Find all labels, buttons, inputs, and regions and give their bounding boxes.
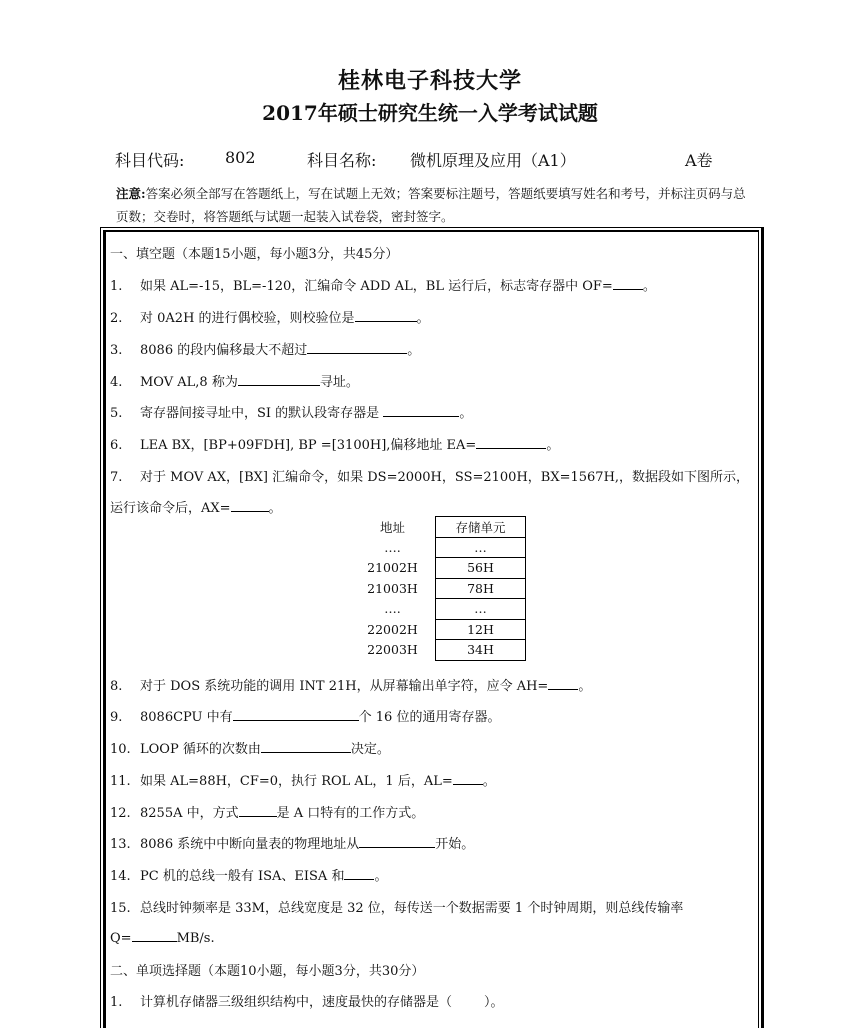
question-3: 3. 8086 的段内偏移最大不超过 。 <box>110 343 421 358</box>
notice-label: 注意: <box>116 186 146 201</box>
answer-blank[interactable] <box>548 677 578 690</box>
table-row: 22002H 12H <box>350 619 526 640</box>
answer-blank[interactable] <box>476 436 546 449</box>
subject-name-label: 科目名称: <box>307 151 377 170</box>
answer-blank[interactable] <box>239 804 277 817</box>
answer-blank[interactable] <box>359 835 435 848</box>
subject-code: 802 <box>225 148 256 167</box>
notice-text: 答案必须全部写在答题纸上，写在试题上无效；答案要标注题号，答题纸要填写姓名和考号，并标注页码与总页数；交卷时，将答题纸与试题一起装入试卷袋，密封签字。 <box>116 186 746 224</box>
answer-blank[interactable] <box>344 867 374 880</box>
question-13: 13. 8086 系统中中断向量表的物理地址从 开始。 <box>110 837 475 852</box>
question-12: 12. 8255A 中，方式 是 A 口特有的工作方式。 <box>110 806 425 821</box>
question-4: 4. MOV AL,8 称为 寻址。 <box>110 375 359 390</box>
question-10: 10. LOOP 循环的次数由 决定。 <box>110 742 390 757</box>
answer-blank[interactable] <box>231 499 269 512</box>
question-8: 8. 对于 DOS 系统功能的调用 INT 21H，从屏幕输出单字符，应令 AH= 。 <box>110 679 592 694</box>
exam-title: 2017年硕士研究生统一入学考试试题 <box>262 101 598 125</box>
table-row: …. … <box>350 537 526 558</box>
question-1: 1. 如果 AL=-15，BL=-120，汇编命令 ADD AL，BL 运行后，标志寄存器中 OF= 。 <box>110 279 656 294</box>
header-address: 地址 <box>379 519 405 535</box>
answer-blank[interactable] <box>383 404 459 417</box>
question-11: 11. 如果 AL=88H，CF=0，执行 ROL AL，1 后，AL= 。 <box>110 774 496 789</box>
table-row: 21002H 56H <box>350 558 526 579</box>
notice <box>116 182 746 228</box>
header-memory-cell: 存储单元 <box>436 517 526 538</box>
university-name: 桂林电子科技大学 <box>337 68 522 94</box>
paper-version: A卷 <box>685 151 713 170</box>
answer-blank[interactable] <box>307 341 407 354</box>
table-row: 21003H 78H <box>350 578 526 599</box>
subject-code-label: 科目代码: <box>115 151 185 170</box>
question-14: 14. PC 机的总线一般有 ISA、EISA 和 。 <box>110 869 388 884</box>
answer-blank[interactable] <box>132 929 177 942</box>
choice-question-1: 1. 计算机存储器三级组织结构中，速度最快的存储器是（ ）。 <box>110 995 504 1010</box>
answer-blank[interactable] <box>453 772 483 785</box>
question-6: 6. LEA BX，[BP+09FDH], BP =[3100H],偏移地址 EA= 。 <box>110 438 560 453</box>
answer-blank[interactable] <box>355 309 417 322</box>
answer-blank[interactable] <box>261 740 351 753</box>
table-row: 22003H 34H <box>350 640 526 661</box>
question-7-continued: 运行该命令后，AX= 。 <box>110 501 282 516</box>
question-7: 7. 对于 MOV AX，[BX] 汇编命令，如果 DS=2000H，SS=2100H，BX=1567H,，数据段如下图所示， <box>110 470 750 485</box>
answer-blank[interactable] <box>238 373 320 386</box>
memory-table <box>350 516 526 661</box>
answer-blank[interactable] <box>613 277 643 290</box>
section1-title: 一、填空题（本题15小题，每小题3分，共45分） <box>110 247 399 262</box>
question-9: 9. 8086CPU 中有 个 16 位的通用寄存器。 <box>110 710 501 725</box>
answer-blank[interactable] <box>233 708 359 721</box>
question-15: 15. 总线时钟频率是 33M，总线宽度是 32 位，每传送一个数据需要 1 个时钟周期，则总线传输率 <box>110 901 684 916</box>
question-5: 5. 寄存器间接寻址中，SI 的默认段寄存器是 。 <box>110 406 473 421</box>
table-row: …. … <box>350 599 526 620</box>
table-header-row <box>350 517 526 538</box>
question-15-continued: Q= MB/s. <box>110 931 215 946</box>
question-2: 2. 对 0A2H 的进行偶校验，则校验位是 。 <box>110 311 430 326</box>
section2-title: 二、单项选择题（本题10小题，每小题3分，共30分） <box>110 964 425 979</box>
subject-name: 微机原理及应用（A1） <box>410 151 576 170</box>
